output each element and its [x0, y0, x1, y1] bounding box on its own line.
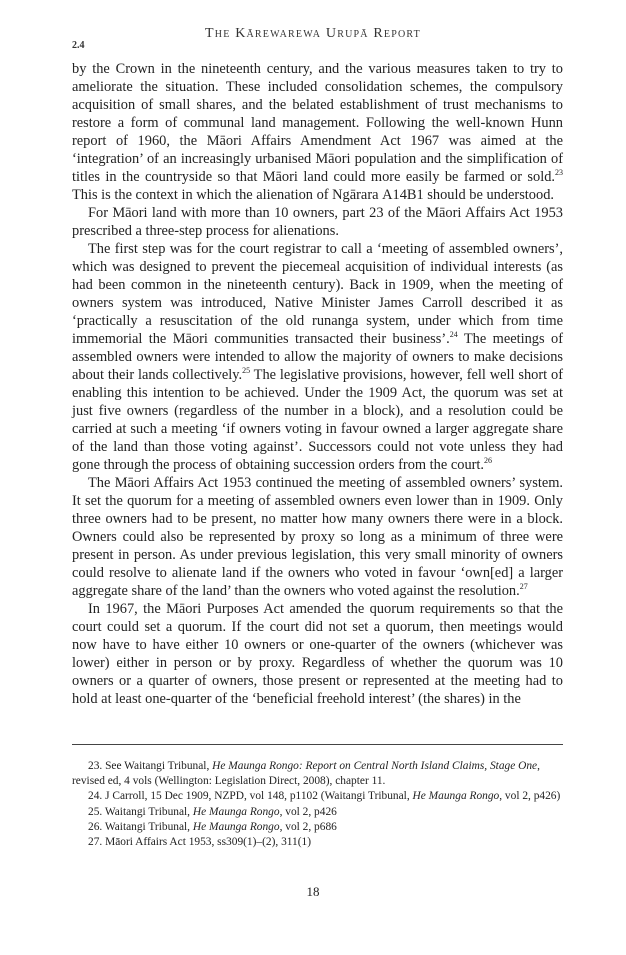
paragraph — [72, 204, 563, 240]
text-run: 27. Māori Affairs Act 1953, ss309(1)–(2), 311(1) — [88, 836, 312, 849]
footnote — [72, 820, 563, 835]
footnote-reference: 26 — [484, 456, 493, 466]
text-run: 26. Waitangi Tribunal, — [88, 820, 193, 833]
text-run: This is the context in which the alienation of Ngārara — [72, 187, 383, 203]
paragraph — [72, 240, 563, 474]
footnote-reference: 25 — [242, 366, 251, 376]
running-head-title: The Kārewarewa Urupā Report — [205, 26, 421, 41]
italic-title: He Maunga Rongo: Report on Central North Island Claims, Stage One — [212, 760, 538, 772]
text-run: 24. J Carroll, 15 Dec 1909, NZPD, vol 148, p1102 (Waitangi Tribunal, — [88, 790, 413, 803]
footnote — [72, 759, 563, 789]
block-identifier: A14B1 — [382, 187, 424, 203]
text-run: The Māori Affairs Act 1953 continued the meeting of assembled owners’ system. It set the quorum for a meeting of assembled owners even lower than in 1909. Only three owners had to be present, no matter how many owners there were in a block. Owners could also be represented by proxy so long as a minimum of three were present in person. As under previous legislation, this very small minority of owners could resolve to alienate land if the owners who voted in favour ‘own[ed] a larger aggregate share of the land’ than the owners who voted against the resolution. — [72, 475, 563, 599]
italic-title: He Maunga Rongo — [412, 790, 500, 803]
page-number: 18 — [306, 884, 320, 899]
text-run: In 1967, the Māori Purposes Act amended the quorum requirements so that the court could set a quorum. If the court did not set a quorum, then meetings would now have to have either 10 owners or one-quarter of the owners (whichever was lower) either in person or by proxy. Regardless of whether the quorum was 10 owners or a quarter of owners, those present or represented at the meeting had to hold at least one-quarter of the ‘beneficial freehold interest’ (the shares) in the — [72, 601, 563, 707]
italic-title: He Maunga Rongo — [192, 820, 280, 833]
paragraph — [72, 600, 563, 708]
text-run: 25. Waitangi Tribunal, — [88, 805, 193, 818]
text-run: 23. See Waitangi Tribunal, — [88, 760, 213, 772]
text-run: , vol 2, p426 — [279, 805, 337, 818]
italic-title: He Maunga Rongo — [192, 805, 280, 818]
footnote — [72, 789, 563, 804]
paragraph — [72, 60, 563, 204]
footnote-reference: 27 — [519, 582, 528, 592]
body-text — [72, 60, 563, 708]
text-run: , vol 2, p426) — [499, 790, 561, 803]
text-run: The meetings of assembled owners were intended to allow the majority of owners to make decisions about their lands collectively. — [72, 331, 563, 383]
footnote-reference: 24 — [449, 330, 458, 340]
text-run: , vol 2, p686 — [279, 820, 337, 833]
text-run: , revised ed, 4 vols (Wellington: Legislation Direct, 2008), chapter 11. — [72, 760, 540, 788]
text-run: The first step was for the court registrar to call a ‘meeting of assembled owners’, which was designed to prevent the piecemeal acquisition of individual interests (as had been common in the nineteenth century). Back in 1909, when the meeting of owners system was introduced, Native Minister James Carroll described it as ‘practically a resuscitation of the old runanga system, under which from time immemorial the Māori communities transacted their business’. — [72, 241, 563, 347]
footnote — [72, 835, 563, 850]
footnote-divider — [72, 744, 563, 745]
section-number: 2.4 — [72, 40, 85, 51]
footnote — [72, 805, 563, 820]
footnotes — [72, 759, 563, 850]
text-run: should be understood. — [423, 187, 554, 203]
text-run: For Māori land with more than 10 owners, part 23 of the Māori Affairs Act 1953 prescribed a three-step process for alienations. — [72, 205, 563, 239]
paragraph — [72, 474, 563, 600]
footnote-reference: 23 — [555, 168, 563, 178]
text-run: The legislative provisions, however, fell well short of enabling this intention to be achieved. Under the 1909 Act, the quorum was set at just five owners (regardless of the number in a block), and a resolution could be carried at such a meeting ‘if owners voting in favour owned a larger aggregate share of the land than those voting against’. Successors could not vote unless they had gone through the process of obtaining succession orders from the court. — [72, 367, 563, 473]
text-run: by the Crown in the nineteenth century, and the various measures taken to try to ameliorate the situation. These included consolidation schemes, the compulsory acquisition of small shares, and the belated establishment of trust mechanisms to restore a form of communal land management. Following the well-known Hunn report of 1960, the Māori Affairs Amendment Act 1967 was aimed at the ‘integration’ of an increasingly urbanised Māori population and the simplification of titles in the countryside so that Māori land could more easily be farmed or sold. — [72, 61, 563, 185]
